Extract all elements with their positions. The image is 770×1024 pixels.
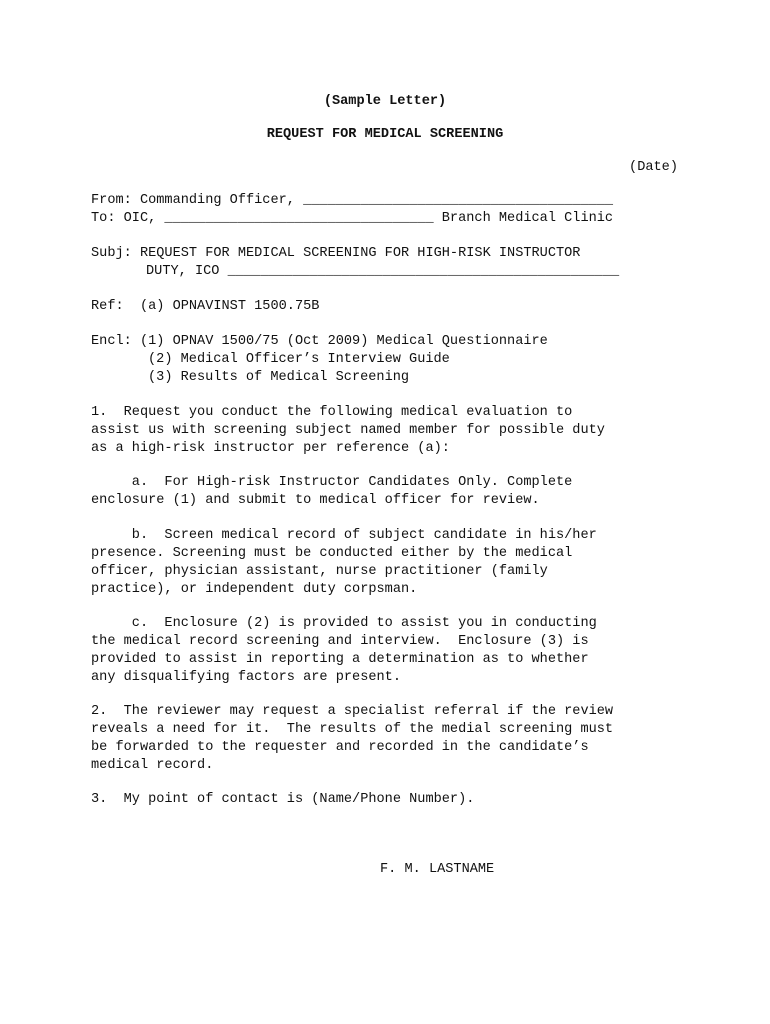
subparagraph-c-line: any disqualifying factors are present. <box>91 670 401 685</box>
paragraph-2-line: reveals a need for it. The results of the medial screening must <box>91 722 614 737</box>
enclosure-line-3: (3) Results of Medical Screening <box>148 370 410 385</box>
subparagraph-a-line: a. For High-risk Instructor Candidates Only. Complete <box>91 475 573 490</box>
subject-line-1: Subj: REQUEST FOR MEDICAL SCREENING FOR HIGH-RISK INSTRUCTOR <box>91 246 581 261</box>
subparagraph-b-line: practice), or independent duty corpsman. <box>91 582 418 597</box>
from-line: From: Commanding Officer, ______________________________________ <box>91 193 614 208</box>
subject-line-2: DUTY, ICO ________________________________________________ <box>146 264 620 279</box>
subparagraph-b-line: presence. Screening must be conducted either by the medical <box>91 546 573 561</box>
signature-name: F. M. LASTNAME <box>380 862 495 877</box>
subparagraph-b-line: officer, physician assistant, nurse practitioner (family <box>91 564 548 579</box>
enclosure-line-1: Encl: (1) OPNAV 1500/75 (Oct 2009) Medical Questionnaire <box>91 334 548 349</box>
enclosure-line-2: (2) Medical Officer’s Interview Guide <box>148 352 450 367</box>
letter-title: REQUEST FOR MEDICAL SCREENING <box>266 127 504 142</box>
paragraph-1-line: assist us with screening subject named member for possible duty <box>91 423 605 438</box>
paragraph-2-line: medical record. <box>91 758 214 773</box>
paragraph-1-line: 1. Request you conduct the following medical evaluation to <box>91 405 573 420</box>
to-line: To: OIC, _________________________________ Branch Medical Clinic <box>91 211 614 226</box>
subparagraph-c-line: provided to assist in reporting a determination as to whether <box>91 652 589 667</box>
date-placeholder: (Date) <box>629 160 678 175</box>
reference-line: Ref: (a) OPNAVINST 1500.75B <box>91 299 320 314</box>
paragraph-3: 3. My point of contact is (Name/Phone Number). <box>91 792 475 807</box>
paragraph-2-line: be forwarded to the requester and recorded in the candidate’s <box>91 740 589 755</box>
subparagraph-a-line: enclosure (1) and submit to medical officer for review. <box>91 493 540 508</box>
paragraph-1-line: as a high-risk instructor per reference (a): <box>91 441 450 456</box>
subparagraph-b-line: b. Screen medical record of subject candidate in his/her <box>91 528 597 543</box>
paragraph-2-line: 2. The reviewer may request a specialist referral if the review <box>91 704 614 719</box>
subparagraph-c-line: c. Enclosure (2) is provided to assist you in conducting <box>91 616 597 631</box>
letter-heading: (Sample Letter) <box>323 94 447 109</box>
subparagraph-c-line: the medical record screening and interview. Enclosure (3) is <box>91 634 589 649</box>
